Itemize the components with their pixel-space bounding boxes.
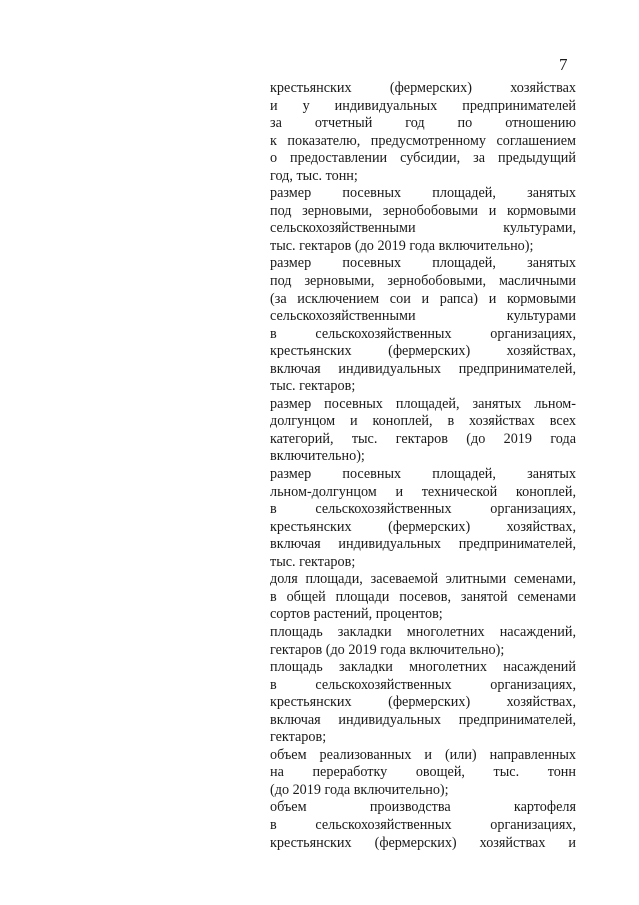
text-line: гектаров (до 2019 года включительно); (270, 641, 505, 658)
text-line: включая индивидуальных предпринимателей, (270, 536, 576, 553)
text-line: тыс. гектаров; (270, 378, 356, 395)
text-line: крестьянских (фермерских) хозяйствах, (270, 343, 576, 360)
text-line: гектаров; (270, 729, 327, 746)
text-line: под зерновыми, зернобобовыми и кормовыми (270, 202, 576, 219)
page-number: 7 (559, 55, 568, 74)
text-line: льном-долгунцом и технической коноплей, (270, 483, 576, 500)
text-line: включая индивидуальных предпринимателей, (270, 360, 576, 377)
text-line: доля площади, засеваемой элитными семенами, (270, 571, 576, 588)
text-line: (до 2019 года включительно); (270, 781, 449, 798)
text-line: включая индивидуальных предпринимателей, (270, 711, 576, 728)
text-line: размер посевных площадей, занятых (270, 255, 576, 272)
text-line: крестьянских (фермерских) хозяйствах (270, 80, 576, 96)
text-line: на переработку овощей, тыс. тонн (270, 764, 576, 781)
text-line: крестьянских (фермерских) хозяйствах, (270, 694, 576, 711)
document-text (270, 80, 576, 852)
text-line: сельскохозяйственными культурами (270, 308, 576, 325)
text-line: включительно); (270, 448, 365, 465)
text-line: сортов растений, процентов; (270, 606, 443, 623)
text-line: в общей площади посевов, занятой семенами (270, 588, 576, 605)
text-line: о предоставлении субсидии, за предыдущий (270, 150, 576, 167)
text-line: размер посевных площадей, занятых льном- (270, 395, 576, 412)
text-line: тыс. гектаров (до 2019 года включительно); (270, 237, 534, 254)
text-line: (за исключением сои и рапса) и кормовыми (270, 290, 576, 307)
text-line: и у индивидуальных предпринимателей (270, 97, 576, 114)
text-line: размер посевных площадей, занятых (270, 466, 576, 483)
text-line: площадь закладки многолетних насаждений (270, 659, 576, 676)
text-line: размер посевных площадей, занятых (270, 185, 576, 202)
text-line: в сельскохозяйственных организациях, (270, 676, 576, 693)
text-line: крестьянских (фермерских) хозяйствах и (270, 834, 576, 851)
text-line: в сельскохозяйственных организациях, (270, 501, 576, 518)
text-line: год, тыс. тонн; (270, 167, 358, 184)
text-line: за отчетный год по отношению (270, 115, 576, 132)
text-line: тыс. гектаров; (270, 553, 356, 570)
text-line: долгунцом и коноплей, в хозяйствах всех (270, 413, 576, 430)
text-line: объем производства картофеля (270, 799, 576, 816)
text-line: крестьянских (фермерских) хозяйствах, (270, 518, 576, 535)
text-line: в сельскохозяйственных организациях, (270, 816, 576, 833)
text-line: в сельскохозяйственных организациях, (270, 325, 576, 342)
text-line: сельскохозяйственными культурами, (270, 220, 576, 237)
text-line: объем реализованных и (или) направленных (270, 746, 576, 763)
text-line: к показателю, предусмотренному соглашением (270, 132, 576, 149)
text-line: категорий, тыс. гектаров (до 2019 года (270, 430, 576, 447)
text-line: под зерновыми, зернобобовыми, масличными (270, 273, 576, 290)
text-line: площадь закладки многолетних насаждений, (270, 623, 576, 640)
